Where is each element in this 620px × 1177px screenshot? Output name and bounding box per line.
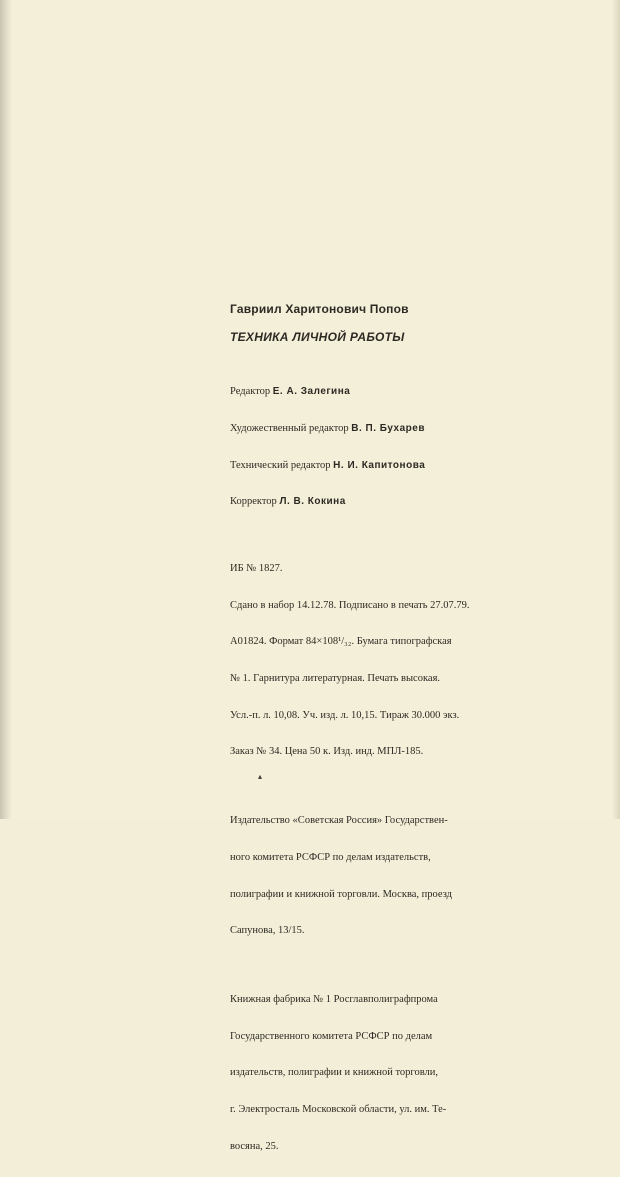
pub-line: Сдано в набор 14.12.78. Подписано в печать 27.07.79. [230, 599, 470, 611]
page-speck-mark: ▴ [258, 772, 263, 781]
printer-line: Книжная фабрика № 1 Росглавполиграфпрома [230, 994, 438, 1006]
credit-name: Н. И. Капитонова [333, 459, 426, 471]
publication-details [230, 539, 540, 783]
pub-line: А01824. Формат 84×108¹/₃₂. Бумага типографская [230, 636, 452, 648]
publisher-line: полиграфии и книжной торговли. Москва, проезд [230, 888, 453, 900]
colophon [230, 302, 540, 1177]
credit-name: Е. А. Залегина [272, 386, 351, 398]
credit-role: Технический редактор [230, 459, 331, 471]
printer-info [230, 970, 540, 1177]
printer-line: издательств, полиграфии и книжной торговли, [230, 1067, 439, 1079]
publisher-line: ного комитета РСФСР по делам издательств, [230, 851, 431, 863]
credit-name: Л. В. Кокина [279, 496, 346, 508]
pub-line: № 1. Гарнитура литературная. Печать высокая. [230, 673, 441, 685]
book-title: ТЕХНИКА ЛИЧНОЙ РАБОТЫ [230, 330, 405, 344]
printer-line: восяна, 25. [230, 1140, 279, 1152]
credit-line-proofreader [230, 496, 540, 508]
page-left-edge-shadow [0, 0, 12, 819]
publisher-info [230, 791, 540, 962]
credit-name: В. П. Бухарев [351, 423, 425, 435]
pub-line: Заказ № 34. Цена 50 к. Изд. инд. МПЛ-185. [230, 746, 424, 758]
credit-line-art-editor [230, 423, 540, 435]
publisher-line: Издательство «Советская Россия» Государствен- [230, 815, 448, 827]
credits-list [230, 362, 540, 533]
credit-line-tech-editor [230, 460, 540, 472]
credit-role: Редактор [230, 386, 271, 398]
page-right-edge-shadow [612, 0, 620, 819]
printer-line: г. Электросталь Московской области, ул. им. Те- [230, 1103, 447, 1115]
credit-line-editor [230, 386, 540, 398]
credit-role: Корректор [230, 496, 277, 508]
author-name: Гавриил Харитонович Попов [230, 302, 409, 316]
credit-role: Художественный редактор [230, 423, 349, 435]
pub-line: Усл.-п. л. 10,08. Уч. изд. л. 10,15. Тираж 30.000 экз. [230, 709, 460, 721]
printer-line: Государственного комитета РСФСР по делам [230, 1030, 433, 1042]
pub-line: ИБ № 1827. [230, 563, 283, 575]
publisher-line: Сапунова, 13/15. [230, 925, 305, 937]
